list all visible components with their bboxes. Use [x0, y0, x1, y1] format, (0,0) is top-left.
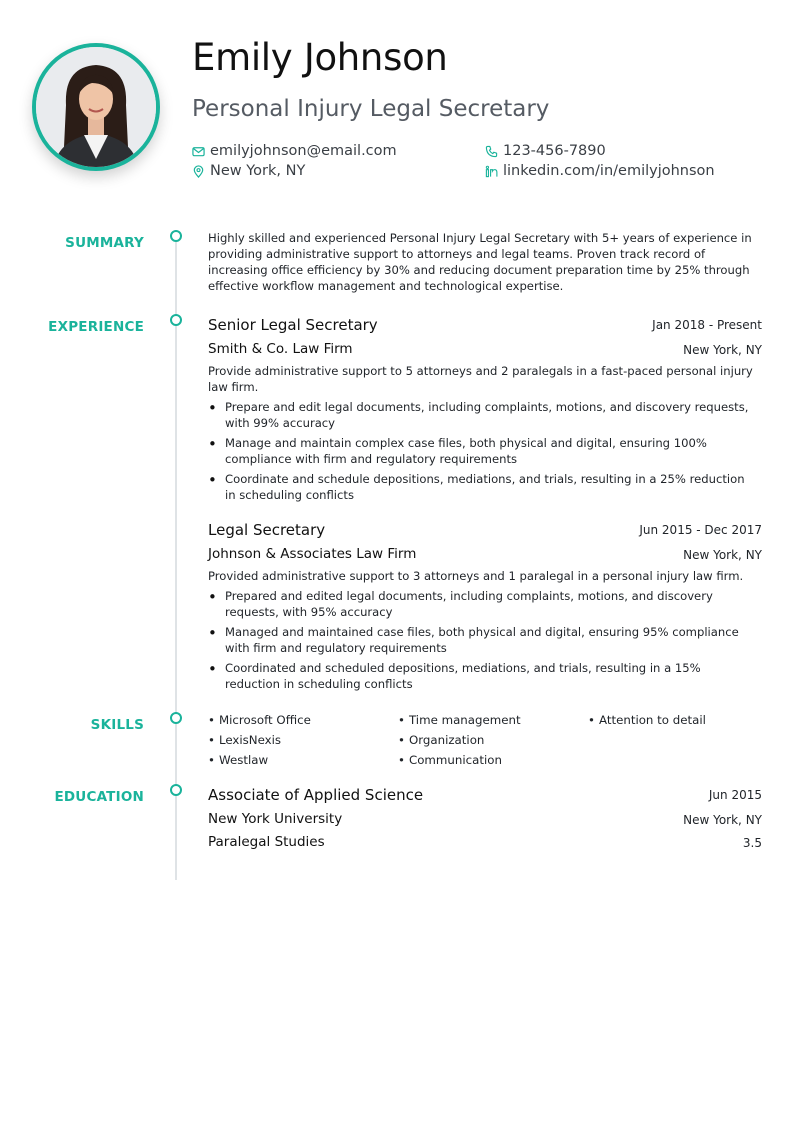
contact-email-text: emilyjohnson@email.com [210, 143, 397, 159]
job-description: Provided administrative support to 3 attorneys and 1 paralegal in a personal injury law firm. [208, 569, 744, 583]
skills-list [208, 712, 778, 768]
skill-item: • Time management [398, 712, 588, 728]
education-location: New York, NY [683, 813, 762, 827]
list-item: • Manage and maintain complex case files, both physical and digital, ensuring 100% compliance with firm and regulatory requirements [208, 435, 754, 467]
skill-grid-spacer [588, 732, 778, 748]
section-label-summary: SUMMARY [65, 235, 144, 251]
timeline-dot-education [170, 784, 182, 796]
job-location: New York, NY [683, 548, 762, 562]
skill-item: • Microsoft Office [208, 712, 398, 728]
skill-item: • Communication [398, 752, 588, 768]
job-dates: Jun 2015 - Dec 2017 [639, 523, 762, 537]
timeline-dot-summary [170, 230, 182, 242]
phone-icon [485, 145, 498, 158]
contact-location-text: New York, NY [210, 163, 306, 179]
list-item: • Coordinate and schedule depositions, mediations, and trials, resulting in a 25% reduction in scheduling conflicts [208, 471, 754, 503]
list-item: • Coordinated and scheduled depositions, mediations, and trials, resulting in a 15% reduction in scheduling conflicts [208, 660, 754, 692]
section-label-skills: SKILLS [90, 717, 144, 733]
job-company: Johnson & Associates Law Firm [208, 546, 417, 562]
skill-item: • Organization [398, 732, 588, 748]
section-label-education: EDUCATION [54, 789, 144, 805]
contact-phone-text: 123-456-7890 [503, 143, 606, 159]
job-description: Provide administrative support to 5 attorneys and 2 paralegals in a fast-paced personal injury law firm. [208, 364, 753, 394]
job-title: Senior Legal Secretary [208, 316, 378, 334]
profile-photo [32, 43, 160, 171]
job-dates: Jan 2018 - Present [652, 318, 762, 332]
list-item: • Managed and maintained case files, both physical and digital, ensuring 95% compliance with firm and regulatory requirements [208, 624, 754, 656]
education-degree: Associate of Applied Science [208, 786, 424, 804]
job-bullets [208, 399, 754, 507]
skill-item: • Westlaw [208, 752, 398, 768]
timeline-dot-experience [170, 314, 182, 326]
contact-linkedin[interactable] [485, 163, 715, 179]
skill-item: • LexisNexis [208, 732, 398, 748]
profile-photo-illustration [36, 47, 156, 167]
timeline-dot-skills [170, 712, 182, 724]
contact-linkedin-text: linkedin.com/in/emilyjohnson [503, 163, 715, 179]
list-item: • Prepare and edit legal documents, including complaints, motions, and discovery requests, with 99% accuracy [208, 399, 754, 431]
location-pin-icon [192, 165, 205, 178]
candidate-title: Personal Injury Legal Secretary [192, 96, 550, 122]
job-location: New York, NY [683, 343, 762, 357]
job-title: Legal Secretary [208, 521, 326, 539]
job-bullets [208, 588, 754, 696]
section-label-experience: EXPERIENCE [48, 319, 144, 335]
education-gpa: 3.5 [742, 836, 762, 850]
linkedin-icon [485, 165, 498, 178]
education-school: New York University [208, 811, 343, 827]
education-field: Paralegal Studies [208, 834, 325, 850]
list-item: • Prepared and edited legal documents, including complaints, motions, and discovery requests, with 95% accuracy [208, 588, 754, 620]
summary-text: Highly skilled and experienced Personal Injury Legal Secretary with 5+ years of experience in providing administrative support to attorneys and legal teams. Proven track record of increasing office efficiency by 30% and reducing document preparation time by 25% through effective workflow management and technological expertise. [208, 231, 752, 293]
skill-item: • Attention to detail [588, 712, 778, 728]
candidate-name: Emily Johnson [192, 36, 448, 79]
education-date: Jun 2015 [708, 788, 762, 802]
contact-phone[interactable] [485, 143, 606, 159]
mail-icon [192, 145, 205, 158]
job-company: Smith & Co. Law Firm [208, 341, 353, 357]
contact-location [192, 163, 305, 179]
contact-email[interactable] [192, 143, 397, 159]
